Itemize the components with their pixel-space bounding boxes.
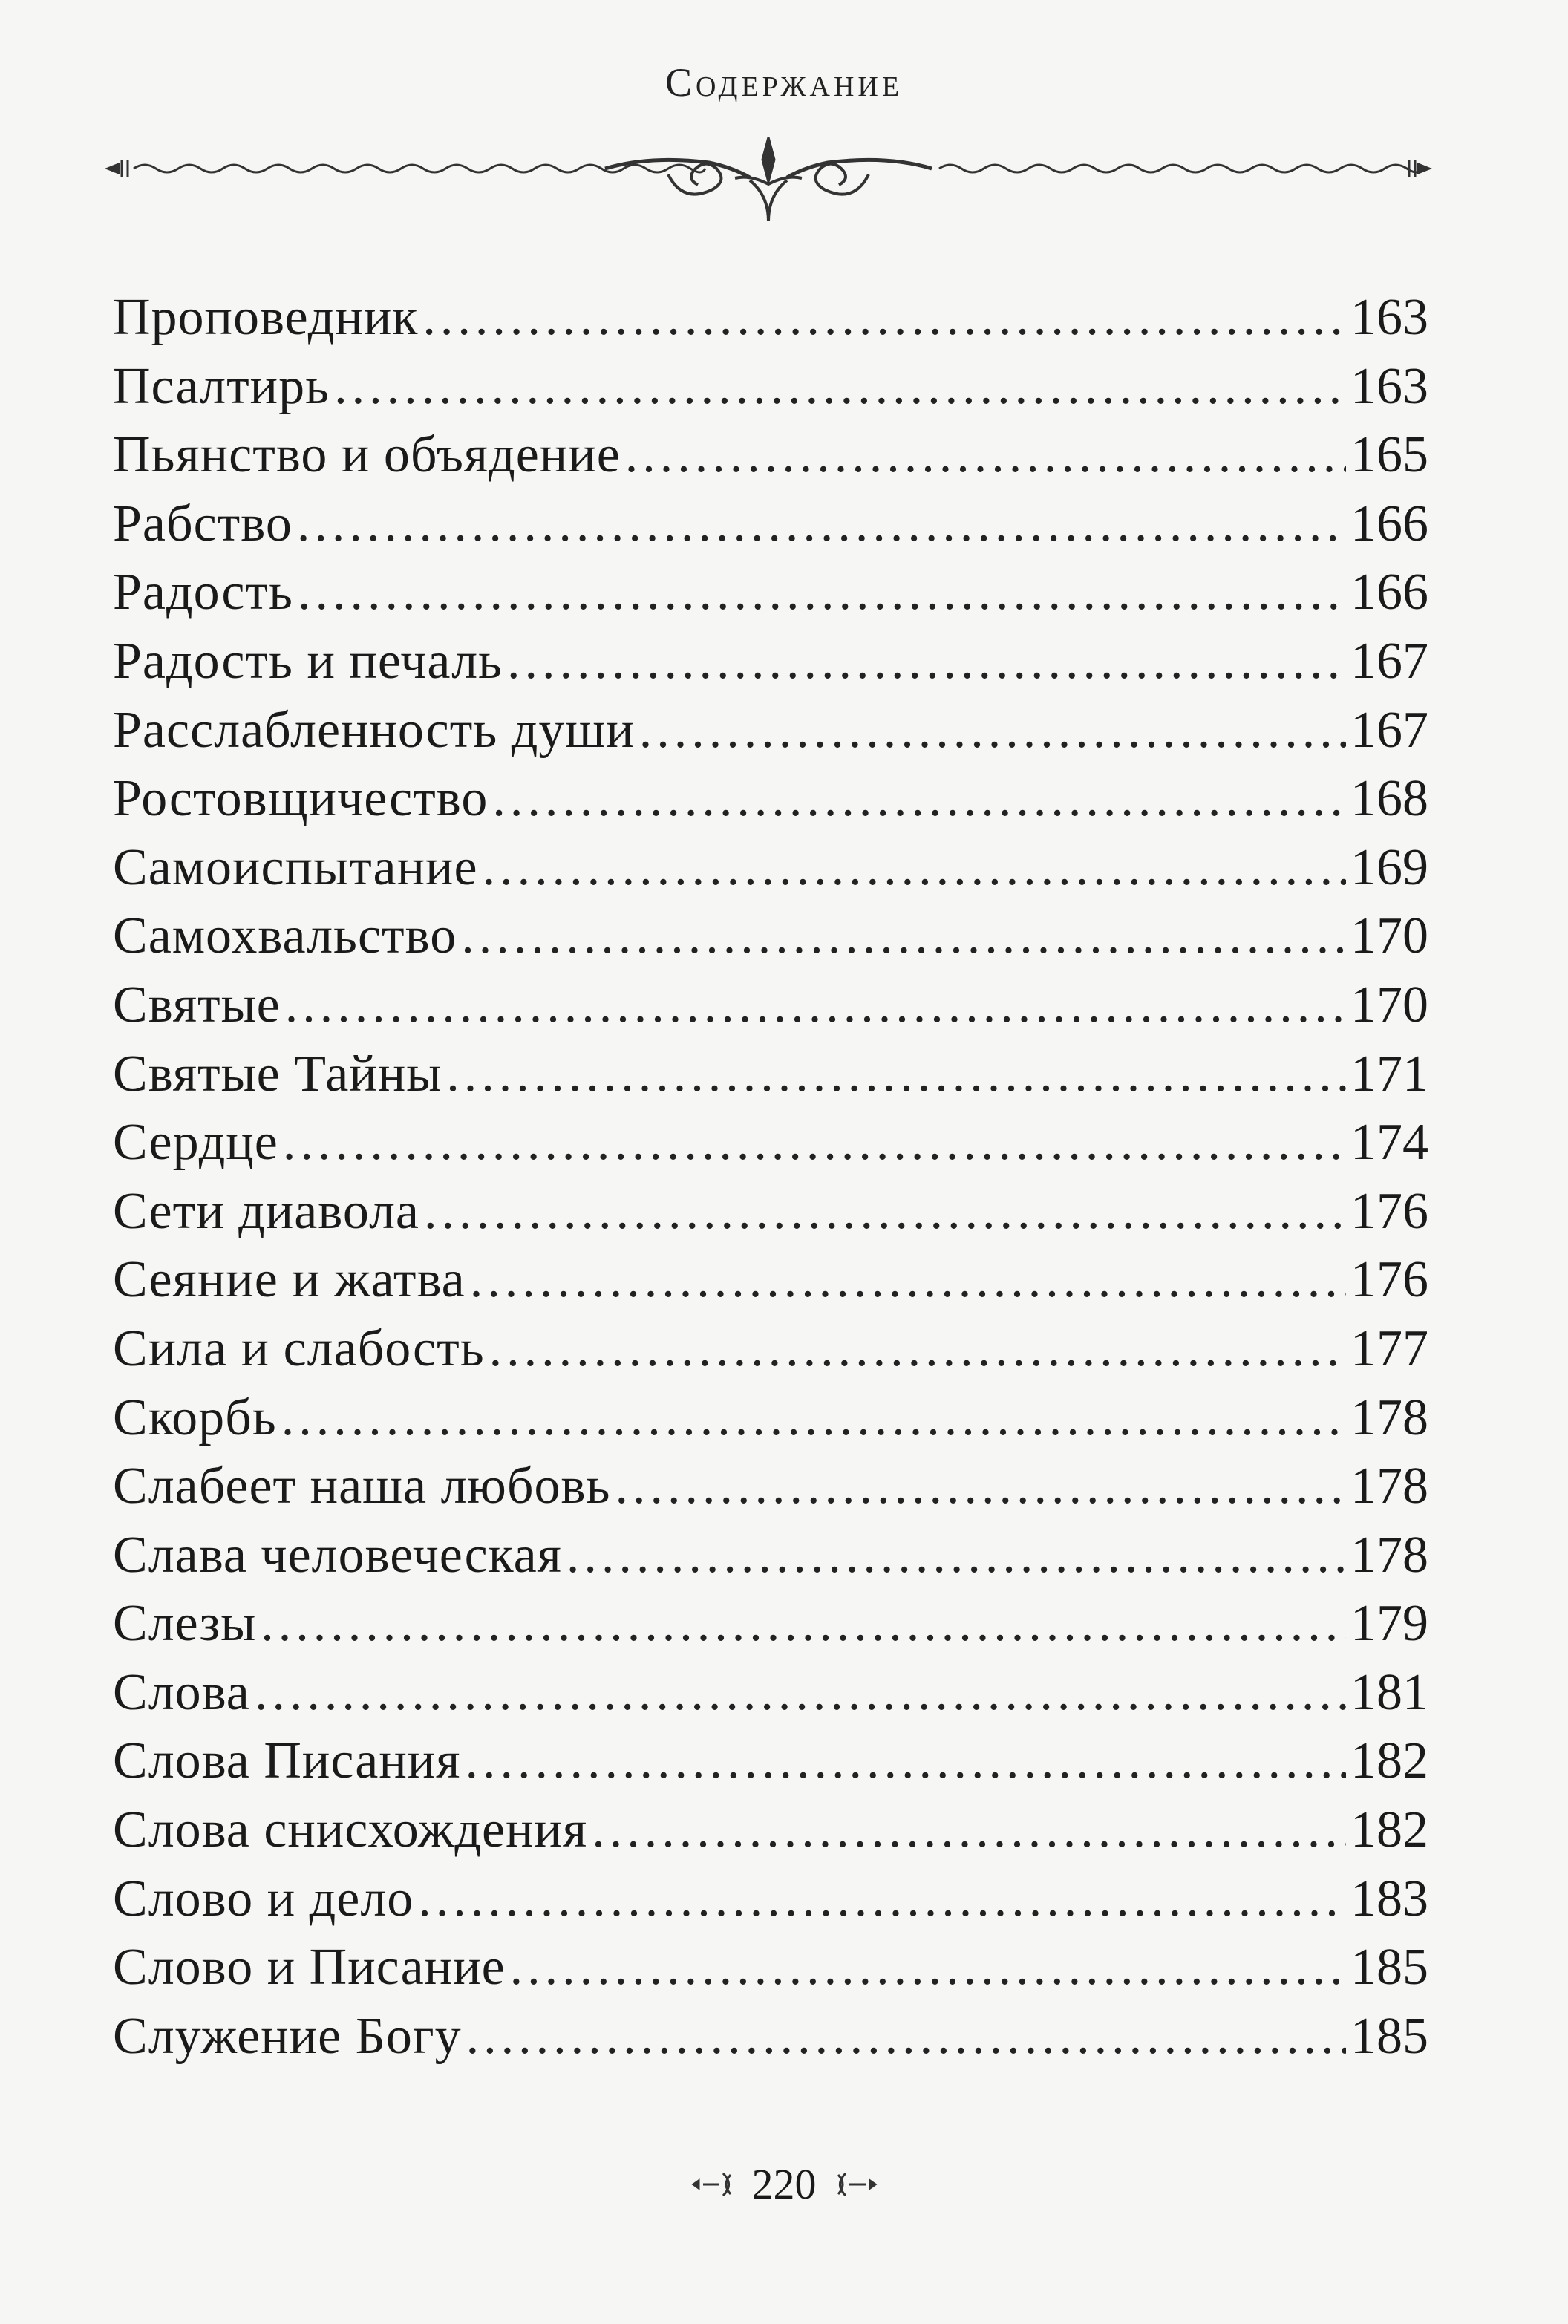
toc-entry-title: Сети диавола [113,1182,419,1240]
left-fleuron-icon [690,2166,742,2203]
toc-entry-page: 179 [1350,1595,1428,1653]
dot-leader [285,971,1346,1040]
dot-leader [297,490,1346,559]
toc-entry-title: Сердце [113,1114,278,1172]
dot-leader [510,1933,1346,2003]
dot-leader [255,1659,1346,1728]
dot-leader [466,2003,1346,2072]
toc-entry [113,421,1428,490]
ornamental-divider [104,137,1433,226]
right-fleuron-icon [827,2166,879,2203]
toc-entry-title: Пьянство и объядение [113,426,621,484]
toc-entry [113,1384,1428,1453]
dot-leader [334,353,1346,422]
toc-entry-page: 163 [1350,357,1428,415]
toc-entry-page: 181 [1350,1663,1428,1721]
toc-entry [113,971,1428,1040]
dot-leader [483,834,1346,903]
toc-entry [113,1727,1428,1796]
toc-entry [113,490,1428,559]
toc-entry-page: 185 [1350,2007,1428,2065]
toc-entry-title: Ростовщичество [113,770,489,828]
dot-leader [465,1727,1346,1796]
toc-entry-page: 167 [1350,632,1428,690]
dot-leader [461,902,1346,971]
toc-entry-page: 168 [1350,770,1428,828]
toc-entry [113,1590,1428,1659]
toc-entry [113,1933,1428,2003]
dot-leader [281,1384,1346,1453]
dot-leader [446,1040,1346,1109]
dot-leader [566,1521,1346,1590]
toc-entry-page: 163 [1350,289,1428,346]
toc-entry [113,1865,1428,1934]
toc-entry-title: Радость [113,564,293,621]
toc-entry-title: Слезы [113,1595,257,1653]
toc-entry [113,353,1428,422]
toc-entry [113,1659,1428,1728]
dot-leader [489,1315,1346,1384]
toc-entry-page: 167 [1350,701,1428,759]
toc-entry-title: Слово и Писание [113,1939,506,1997]
toc-entry [113,2003,1428,2072]
toc-entry-page: 171 [1350,1045,1428,1103]
toc-entry [113,558,1428,627]
toc-entry [113,1040,1428,1109]
toc-entry [113,834,1428,903]
toc-entry-title: Самоиспытание [113,838,478,896]
toc-entry [113,1452,1428,1521]
toc-entry [113,284,1428,353]
dot-leader [615,1452,1346,1521]
toc-entry-title: Слово и дело [113,1870,414,1928]
toc-entry-title: Сеяние и жатва [113,1251,466,1309]
toc-entry [113,902,1428,971]
toc-entry-page: 178 [1350,1458,1428,1515]
toc-entry-title: Скорбь [113,1388,277,1446]
toc-entry-page: 185 [1350,1939,1428,1997]
toc-entry-page: 170 [1350,976,1428,1034]
toc-entry-page: 178 [1350,1388,1428,1446]
toc-entry [113,696,1428,766]
toc-entry [113,1796,1428,1865]
dot-leader [261,1590,1346,1659]
dot-leader [507,627,1346,696]
dot-leader [625,421,1346,490]
toc-entry-page: 176 [1350,1182,1428,1240]
toc-entry [113,1315,1428,1384]
dot-leader [418,1865,1346,1934]
dot-leader [470,1246,1346,1315]
dot-leader [283,1109,1346,1178]
toc-entry-title: Слова Писания [113,1732,461,1790]
toc-entry-page: 169 [1350,838,1428,896]
toc-entry-title: Служение Богу [113,2007,462,2065]
toc-entry-title: Слова снисхождения [113,1801,588,1859]
toc-entry-page: 183 [1350,1870,1428,1928]
toc-entry-page: 178 [1350,1526,1428,1584]
toc-entry-title: Самохвальство [113,907,457,965]
toc-entry-title: Проповедник [113,289,419,346]
toc-entry [113,1178,1428,1247]
toc-entry-page: 177 [1350,1319,1428,1377]
dot-leader [424,1178,1346,1247]
running-header: Содержание [664,60,904,105]
toc-entry-page: 174 [1350,1114,1428,1172]
toc-entry-title: Слова [113,1663,250,1721]
toc-entry-title: Святые [113,976,281,1034]
toc-entry-title: Слабеет наша любовь [113,1458,611,1515]
toc-entry [113,1246,1428,1315]
dot-leader [422,284,1346,353]
dot-leader [298,558,1346,627]
table-of-contents [113,284,1428,2071]
dot-leader [639,696,1346,766]
toc-entry-page: 176 [1350,1251,1428,1309]
toc-entry-page: 166 [1350,494,1428,552]
page-number-footer [0,2159,1568,2209]
toc-entry-title: Слава человеческая [113,1526,562,1584]
toc-entry-page: 165 [1350,426,1428,484]
toc-entry-title: Радость и печаль [113,632,503,690]
page-number: 220 [751,2160,817,2208]
dot-leader [492,765,1346,834]
dot-leader [592,1796,1346,1865]
toc-entry-page: 166 [1350,564,1428,621]
toc-entry-title: Святые Тайны [113,1045,442,1103]
toc-entry [113,765,1428,834]
toc-entry-title: Расслабленность души [113,701,635,759]
toc-entry-page: 182 [1350,1801,1428,1859]
toc-entry [113,1109,1428,1178]
toc-entry-page: 182 [1350,1732,1428,1790]
toc-entry [113,1521,1428,1590]
toc-entry-page: 170 [1350,907,1428,965]
toc-entry-title: Рабство [113,494,293,552]
toc-entry [113,627,1428,696]
toc-entry-title: Сила и слабость [113,1319,485,1377]
toc-entry-title: Псалтирь [113,357,330,415]
